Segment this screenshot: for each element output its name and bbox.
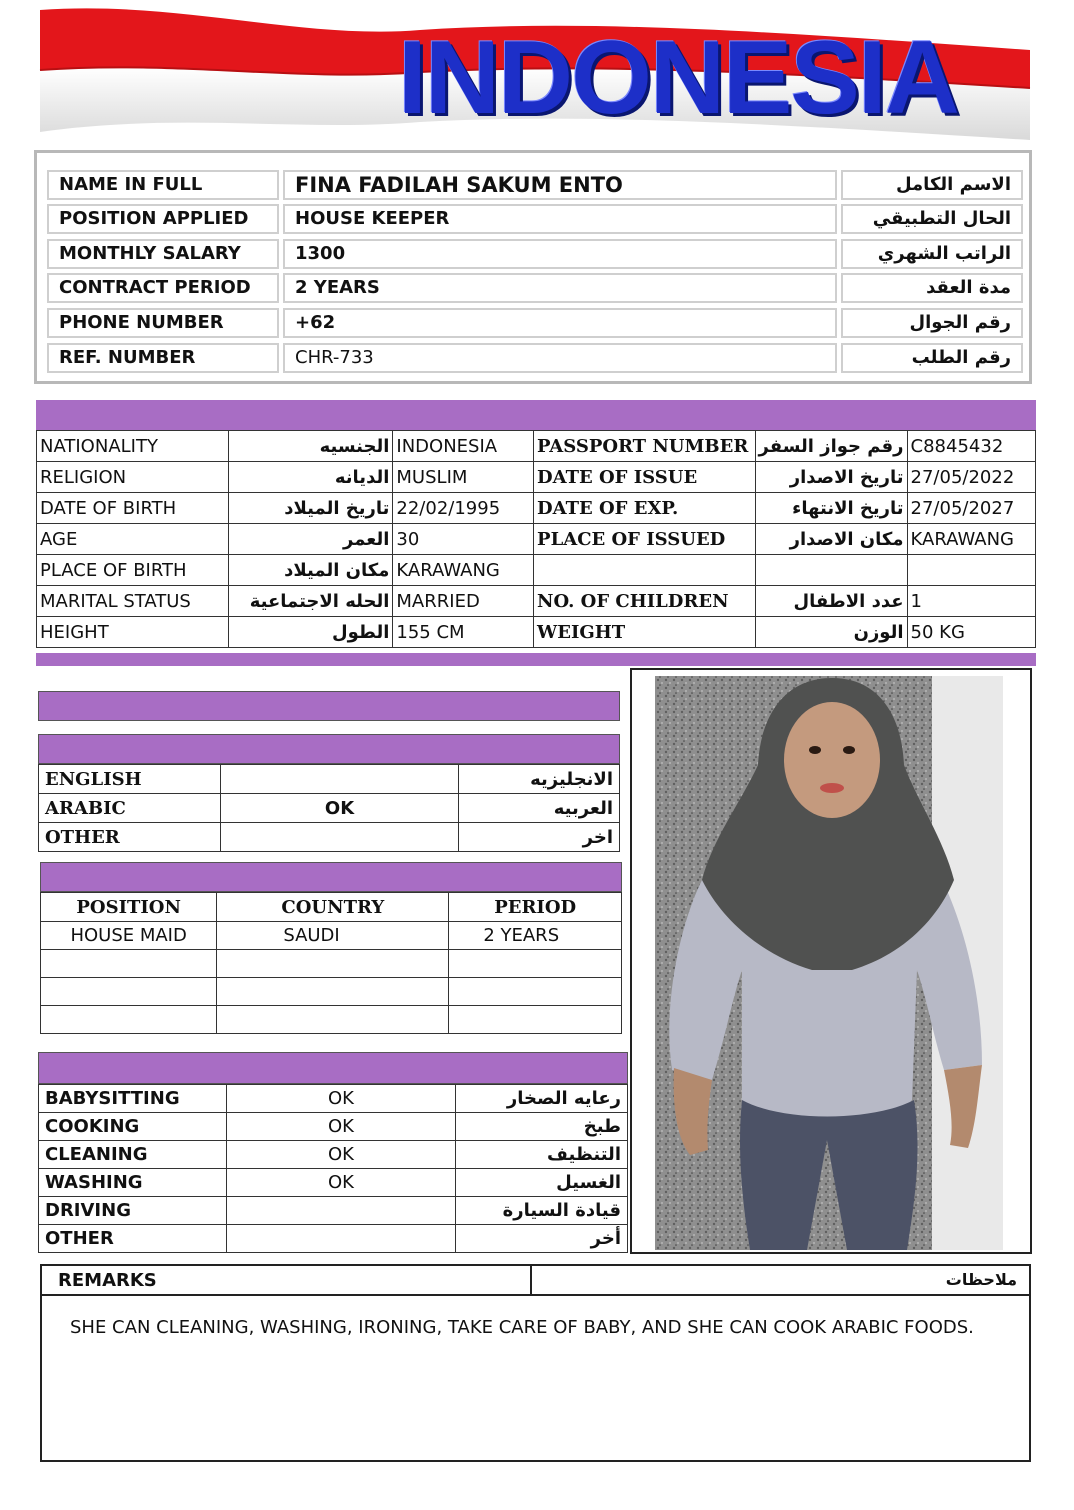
summary-row — [47, 239, 1023, 269]
personal-details-table — [36, 430, 1036, 648]
passport-field-label-arabic: تاريخ الانتهاء — [755, 493, 907, 524]
summary-field-label: PHONE NUMBER — [47, 308, 279, 338]
personal-field-label-arabic: العمر — [229, 524, 393, 555]
personal-field-label: PLACE OF BIRTH — [37, 555, 229, 586]
passport-field-value: 1 — [907, 586, 1035, 617]
remarks-label: REMARKS — [58, 1270, 157, 1291]
passport-field-label: NO. OF CHILDREN — [534, 586, 756, 617]
language-name: OTHER — [39, 823, 221, 852]
passport-field-label: WEIGHT — [534, 617, 756, 648]
skill-level: OK — [227, 1141, 455, 1169]
skill-name: OTHER — [39, 1225, 227, 1253]
skill-row — [39, 1197, 628, 1225]
experience-column-header: PERIOD — [449, 893, 622, 922]
language-level — [221, 765, 459, 794]
experience-column-header: COUNTRY — [217, 893, 449, 922]
languages-table — [38, 764, 620, 852]
summary-row — [47, 204, 1023, 234]
language-name: ENGLISH — [39, 765, 221, 794]
summary-field-value: HOUSE KEEPER — [283, 204, 837, 234]
remarks-divider — [530, 1266, 532, 1294]
personal-field-label: DATE OF BIRTH — [37, 493, 229, 524]
skill-name-arabic: طبخ — [455, 1113, 627, 1141]
personal-field-value: 30 — [393, 524, 534, 555]
personal-field-label-arabic: الديانه — [229, 462, 393, 493]
remarks-label-arabic: ملاحظات — [945, 1270, 1017, 1289]
skill-name-arabic: رعايه الصخار — [455, 1085, 627, 1113]
personal-row — [37, 462, 1036, 493]
passport-field-value — [907, 555, 1035, 586]
language-level: OK — [221, 794, 459, 823]
personal-row — [37, 617, 1036, 648]
experience-cell — [41, 1006, 217, 1034]
personal-row — [37, 431, 1036, 462]
experience-cell: SAUDI — [217, 922, 449, 950]
personal-field-label-arabic: الطول — [229, 617, 393, 648]
language-name: ARABIC — [39, 794, 221, 823]
experience-cell — [41, 978, 217, 1006]
passport-field-value: 50 KG — [907, 617, 1035, 648]
skill-row — [39, 1141, 628, 1169]
experience-row — [41, 978, 622, 1006]
summary-field-label: REF. NUMBER — [47, 343, 279, 373]
section-header-bar — [38, 691, 620, 721]
summary-field-label-arabic: رقم الطلب — [841, 343, 1023, 373]
summary-row — [47, 343, 1023, 373]
languages-header-bar — [38, 734, 620, 764]
language-name-arabic: العربيه — [458, 794, 619, 823]
passport-field-value: C8845432 — [907, 431, 1035, 462]
section-header-bar — [36, 400, 1036, 430]
section-footer-bar — [36, 653, 1036, 666]
skill-row — [39, 1113, 628, 1141]
summary-field-label-arabic: الاسم الكامل — [841, 170, 1023, 200]
summary-row — [47, 170, 1023, 200]
language-name-arabic: الانجليزيه — [458, 765, 619, 794]
skill-row — [39, 1085, 628, 1113]
language-level — [221, 823, 459, 852]
personal-row — [37, 586, 1036, 617]
passport-field-label-arabic: مكان الاصدار — [755, 524, 907, 555]
summary-field-label-arabic: رقم الجوال — [841, 308, 1023, 338]
passport-field-label: PASSPORT NUMBER — [534, 431, 756, 462]
summary-field-label: NAME IN FULL — [47, 170, 279, 200]
skill-name-arabic: أخر — [455, 1225, 627, 1253]
applicant-summary-box — [34, 150, 1032, 384]
language-row — [39, 823, 620, 852]
personal-field-value: INDONESIA — [393, 431, 534, 462]
experience-column-header: POSITION — [41, 893, 217, 922]
language-row — [39, 794, 620, 823]
summary-field-label-arabic: الحال التطبيقي — [841, 204, 1023, 234]
personal-field-value: 22/02/1995 — [393, 493, 534, 524]
summary-field-value: CHR-733 — [283, 343, 837, 373]
experience-cell — [449, 978, 622, 1006]
passport-field-value: KARAWANG — [907, 524, 1035, 555]
remarks-box — [40, 1264, 1031, 1462]
summary-field-label: POSITION APPLIED — [47, 204, 279, 234]
passport-field-value: 27/05/2022 — [907, 462, 1035, 493]
skill-name: BABYSITTING — [39, 1085, 227, 1113]
skill-row — [39, 1225, 628, 1253]
skill-level — [227, 1225, 455, 1253]
language-row — [39, 765, 620, 794]
header-banner — [0, 0, 1074, 150]
applicant-photo — [630, 668, 1032, 1254]
summary-field-value: 1300 — [283, 239, 837, 269]
experience-row — [41, 950, 622, 978]
personal-field-value: MUSLIM — [393, 462, 534, 493]
passport-field-label: DATE OF EXP. — [534, 493, 756, 524]
experience-cell — [449, 950, 622, 978]
personal-field-label: NATIONALITY — [37, 431, 229, 462]
personal-row — [37, 524, 1036, 555]
summary-field-label-arabic: الراتب الشهري — [841, 239, 1023, 269]
passport-field-label-arabic — [755, 555, 907, 586]
skill-name-arabic: التنظيف — [455, 1141, 627, 1169]
personal-field-label: HEIGHT — [37, 617, 229, 648]
applicant-photo-image — [632, 670, 1030, 1252]
languages-section — [38, 734, 620, 848]
personal-field-label-arabic: الحله الاجتماعية — [229, 586, 393, 617]
skills-table — [38, 1084, 628, 1253]
summary-field-label-arabic: مدة العقد — [841, 273, 1023, 303]
experience-cell — [41, 950, 217, 978]
personal-field-value: MARRIED — [393, 586, 534, 617]
personal-row — [37, 493, 1036, 524]
passport-field-label: DATE OF ISSUE — [534, 462, 756, 493]
summary-row — [47, 308, 1023, 338]
passport-field-label — [534, 555, 756, 586]
personal-row — [37, 555, 1036, 586]
experience-row — [41, 1006, 622, 1034]
passport-field-label: PLACE OF ISSUED — [534, 524, 756, 555]
skill-level: OK — [227, 1169, 455, 1197]
experience-header-row — [41, 893, 622, 922]
remarks-header — [42, 1266, 1029, 1296]
personal-field-value: 155 CM — [393, 617, 534, 648]
experience-cell — [217, 978, 449, 1006]
experience-cell — [217, 950, 449, 978]
personal-details-section — [36, 400, 1036, 666]
personal-field-label-arabic: مكان الميلاد — [229, 555, 393, 586]
experience-cell: HOUSE MAID — [41, 922, 217, 950]
passport-field-label-arabic: عدد الاطفال — [755, 586, 907, 617]
skills-section — [38, 1052, 628, 1249]
remarks-text: SHE CAN CLEANING, WASHING, IRONING, TAKE CARE OF BABY, AND SHE CAN COOK ARABIC FOODS. — [70, 1317, 974, 1338]
language-name-arabic: اخر — [458, 823, 619, 852]
skill-name: CLEANING — [39, 1141, 227, 1169]
personal-field-label: RELIGION — [37, 462, 229, 493]
banner-title: INDONESIA — [398, 20, 958, 136]
personal-field-label: AGE — [37, 524, 229, 555]
passport-field-value: 27/05/2027 — [907, 493, 1035, 524]
skill-level: OK — [227, 1113, 455, 1141]
summary-field-value: FINA FADILAH SAKUM ENTO — [283, 170, 837, 200]
experience-cell — [449, 1006, 622, 1034]
experience-row — [41, 922, 622, 950]
skill-level: OK — [227, 1085, 455, 1113]
personal-field-label-arabic: الجنسيه — [229, 431, 393, 462]
experience-cell: 2 YEARS — [449, 922, 622, 950]
skill-level — [227, 1197, 455, 1225]
passport-field-label-arabic: تاريخ الاصدار — [755, 462, 907, 493]
skill-name-arabic: قيادة السيارة — [455, 1197, 627, 1225]
skill-name: COOKING — [39, 1113, 227, 1141]
summary-field-label: CONTRACT PERIOD — [47, 273, 279, 303]
summary-row — [47, 273, 1023, 303]
summary-field-value: +62 — [283, 308, 837, 338]
experience-section — [40, 862, 622, 946]
skill-name: WASHING — [39, 1169, 227, 1197]
experience-cell — [217, 1006, 449, 1034]
personal-field-label: MARITAL STATUS — [37, 586, 229, 617]
skill-name-arabic: الغسيل — [455, 1169, 627, 1197]
summary-field-label: MONTHLY SALARY — [47, 239, 279, 269]
skills-header-bar — [38, 1052, 628, 1084]
personal-field-label-arabic: تاريخ الميلاد — [229, 493, 393, 524]
personal-field-value: KARAWANG — [393, 555, 534, 586]
summary-field-value: 2 YEARS — [283, 273, 837, 303]
experience-table — [40, 892, 622, 1034]
passport-field-label-arabic: رقم جواز السفر — [755, 431, 907, 462]
passport-field-label-arabic: الوزن — [755, 617, 907, 648]
skill-name: DRIVING — [39, 1197, 227, 1225]
skill-row — [39, 1169, 628, 1197]
experience-header-bar — [40, 862, 622, 892]
